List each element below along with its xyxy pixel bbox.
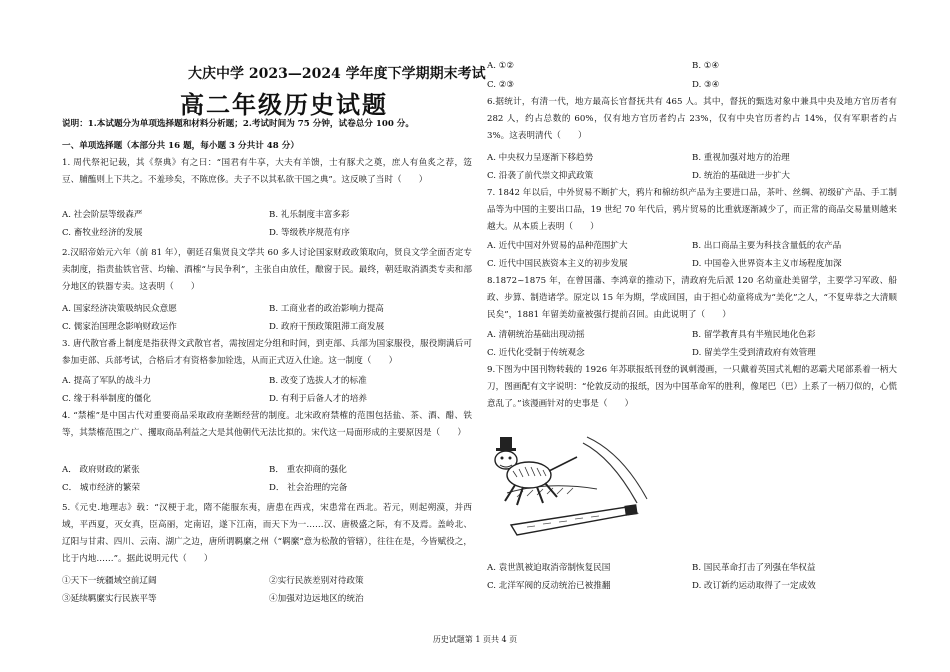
option-b: B. 工商业者的政治影响力提高 xyxy=(269,304,384,314)
option-d: D. 统治的基础进一步扩大 xyxy=(692,171,790,181)
page-footer: 历史试题第 1 页共 4 页 xyxy=(432,635,518,644)
option-b: B. 改变了选拔人才的标准 xyxy=(269,376,367,386)
option-d: D. 中国卷入世界资本主义市场程度加深 xyxy=(692,259,842,269)
option-c: C. ②③ xyxy=(487,80,515,90)
item-1: ①天下一统疆域空前辽阔 xyxy=(62,576,157,586)
item-2: ②实行民族差别对待政策 xyxy=(269,576,364,586)
question-3-stem: 3. 唐代散官番上制度是指获得文武散官者，需按固定分组和时间，到吏部、兵部为国家服役，服役期满后可参加吏部、兵部考试，合格后才有资格参加铨选，从而正式迈入仕途。这一制度（ ） xyxy=(62,339,472,366)
option-c: C. 沿袭了前代崇文抑武政策 xyxy=(487,171,594,181)
question-7-stem: 7. 1842 年以后，中外贸易不断扩大，鸦片和棉纺织产品为主要进口品，茶叶、丝绸、初级矿产品、手工制品等为中国的主要出口品，19 世纪 70 年代后，鸦片贸易的比重就逐渐减少了，而正常的商品交易量则越来越大。从本质上表明（ ） xyxy=(487,188,897,232)
option-d: D. 改订新约运动取得了一定成效 xyxy=(692,581,816,591)
option-d: D. 留美学生受到清政府有效管理 xyxy=(692,348,816,358)
option-d: D. ③④ xyxy=(692,80,720,90)
option-c: C. 儒家治国理念影响财政运作 xyxy=(62,322,177,332)
option-c: C. 近代中国民族资本主义的初步发展 xyxy=(487,259,628,269)
option-d: D. 等级秩序规范有序 xyxy=(269,228,350,238)
question-1-stem: 1. 周代祭祀记载，其《祭典》有之曰：“国君有牛享，大夫有羊馈，士有豚犬之奠，庶人有鱼炙之荐，笾豆、脯醢则上下共之。不羞珍矣，不陈庶侈。夫子不以其私欲干国之典”。这反映了当时（ ） xyxy=(62,158,472,185)
option-a: A． 政府财政的紧张 xyxy=(62,465,140,475)
option-b: B. 国民革命打击了列强在华权益 xyxy=(692,563,816,573)
option-a: A. 国家经济决策吸纳民众意愿 xyxy=(62,304,177,314)
question-8-stem: 8.1872~1875 年，在曾国藩、李鸿章的推动下，清政府先后派 120 名幼童赴美留学，主要学习军政、船政、步算、制造诸学。原定以 15 年为期，学成回国，由于担心幼童将成为“美化”之人，“不复卑恭之大清顺民矣”，1881 年留美幼童被强行提前召回。由此说明了（ ） xyxy=(487,276,897,320)
option-b: B． 重农抑商的强化 xyxy=(269,465,347,475)
option-a: A. 近代中国对外贸易的品种范围扩大 xyxy=(487,241,628,251)
option-a: A. 中央权力呈逐渐下移趋势 xyxy=(487,153,594,163)
option-a: A. 提高了军队的战斗力 xyxy=(62,376,152,386)
option-a: A. 袁世凯被迫取消帝制恢复民国 xyxy=(487,563,611,573)
option-a: A. ①② xyxy=(487,61,515,71)
item-3: ③延续羁縻实行民族平等 xyxy=(62,594,157,604)
option-a: A. 清朝统治基础出现动摇 xyxy=(487,330,585,340)
option-d: D. 政府干预政策阻滞工商发展 xyxy=(269,322,385,332)
school-title: 大庆中学 2023—2024 学年度下学期期末考试 xyxy=(188,66,486,82)
option-b: B. 重视加强对地方的治理 xyxy=(692,153,790,163)
question-2-stem: 2.汉昭帝始元六年（前 81 年），朝廷召集贤良文学共 60 多人讨论国家财政政策取向，贤良文学全面否定专卖制度，指责盐铁官营、均输、酒榷“与民争利”，主张自由放任，酿窗于民。最终，朝廷取消酒类专卖和部分地区的铁器专卖。这表明（ ） xyxy=(62,248,472,292)
option-c: C． 城市经济的繁荣 xyxy=(62,483,141,493)
question-5-stem: 5.《元史.地理志》载：“汉梗于北，隋不能服东夷，唐患在西戎，宋患常在西北。若元，则起朔漠，并西域，平西夏，灭女真，臣高丽，定南诏，遂下江南，而天下为一……汉、唐极盛之际，有不及焉。盖岭北、辽阳与甘肃、四川、云南、湖广之边，唐所谓羁縻之州（“羁縻”意为松散的管辖），往往在是，今皆赋役之，比于内地……”。据此说明元代（ ） xyxy=(62,503,472,564)
item-4: ④加强对边远地区的统治 xyxy=(269,594,364,604)
option-b: B. 留学教育具有半殖民地化色彩 xyxy=(692,330,816,340)
option-d: D． 社会治理的完备 xyxy=(269,483,348,493)
question-4-stem: 4. “禁榷”是中国古代对重要商品采取政府垄断经营的制度。北宋政府禁榷的范围包括盐、茶、酒、醋、铁等，其禁榷范围之广、攫取商品利益之大是其他朝代无法比拟的。宋代这一局面形成的主要原因是（ ） xyxy=(62,411,472,438)
option-c: C. 畜牧业经济的发展 xyxy=(62,228,143,238)
option-d: D. 有利于后备人才的培养 xyxy=(269,394,367,404)
satirical-cartoon-image xyxy=(487,423,657,558)
option-a: A. 社会阶层等级森严 xyxy=(62,210,143,220)
question-9-stem: 9.下图为中国刊物转载的 1926 年苏联报纸刊登的讽刺漫画，一只戴着英国式礼帽的恶霸犬尾部系着一柄大刀，图画配有文字说明：“伦敦反动的报纸，因为中国革命军的胜利，像尾巴（巴）上系了一柄刀似的，心慌意乱了。”该漫画针对的史事是（ ） xyxy=(487,365,897,409)
option-c: C. 近代化受制于传统观念 xyxy=(487,348,585,358)
question-6-stem: 6.据统计，有清一代，地方最高长官督抚共有 465 人。其中，督抚的甄选对象中兼具中央及地方官历者有 282 人，约占总数的 60%，仅有地方官历者约占 23%，仅有中央官历者约占 14%，仅有军职者约占 3%。这表明清代（ ） xyxy=(487,97,897,141)
exam-title: 高二年级历史试题 xyxy=(180,90,388,119)
section-heading: 一、单项选择题（本部分共 16 题，每小题 3 分共计 48 分） xyxy=(62,141,299,151)
instructions: 说明：1.本试题分为单项选择题和材料分析题；2.考试时间为 75 分钟，试卷总分 100 分。 xyxy=(62,119,414,129)
option-c: C. 北洋军阀的反动统治已被推翻 xyxy=(487,581,611,591)
option-c: C. 缘于科举制度的僵化 xyxy=(62,394,152,404)
option-b: B. 礼乐制度丰富多彩 xyxy=(269,210,350,220)
option-b: B. ①④ xyxy=(692,61,720,71)
option-b: B. 出口商品主要为科技含量低的农产品 xyxy=(692,241,842,251)
